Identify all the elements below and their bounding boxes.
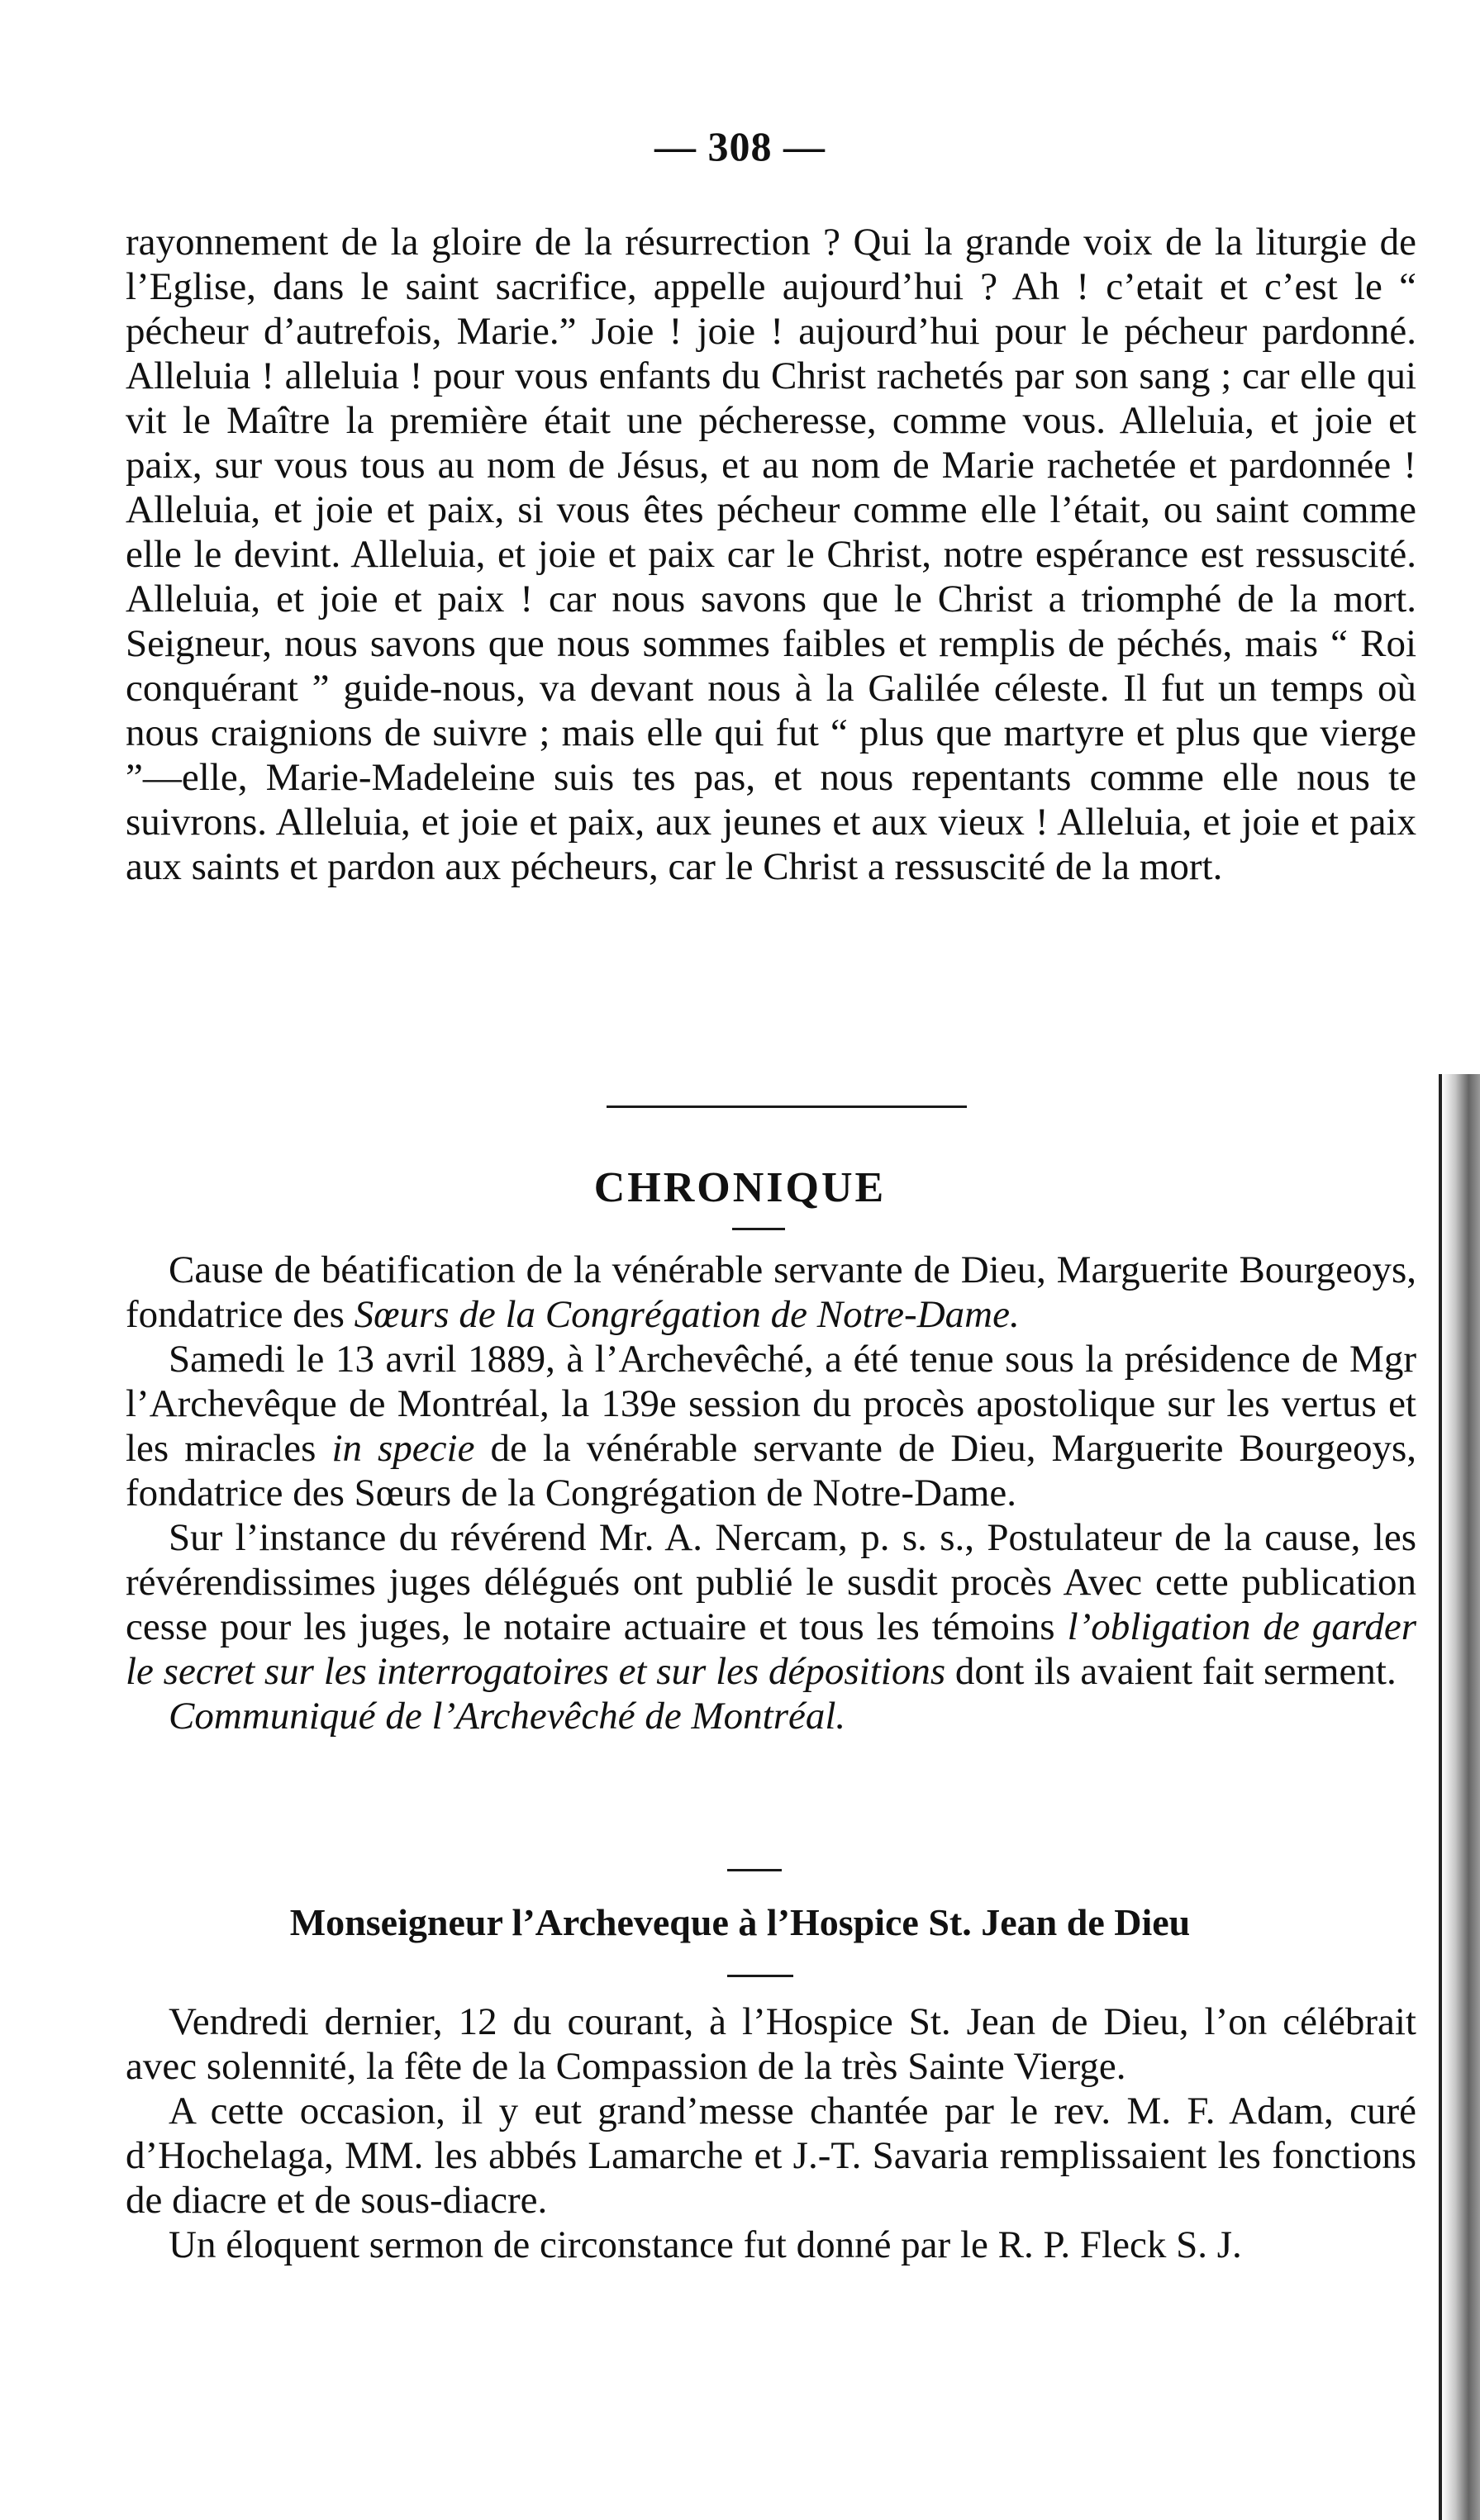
chronique-intro-lead: Cause de béatification de la vénérable servante de Dieu, Marguerite Bourgeoys, fondatrice des [126, 1248, 1416, 1336]
chronique-short-rule [732, 1228, 785, 1230]
hospice-paragraph-3: Un éloquent sermon de circonstance fut donné par le R. P. Fleck S. J. [169, 2223, 1242, 2266]
p2-italic: in specie [331, 1427, 475, 1470]
p3-tail: dont ils avaient fait serment. [945, 1650, 1397, 1693]
signature-text: Communiqué de l’Archevêché de Montréal. [169, 1695, 846, 1738]
page-edge-shadow [1442, 1074, 1480, 2520]
top-paragraph: rayonnement de la gloire de la résurrection ? Qui la grande voix de la liturgie de l’Eglise, dans le saint sacrifice, appelle aujourd’hui ? Ah ! c’etait et c’est le “ pécheur d’autrefois, Marie.” Joie ! joie ! aujourd’hui pour le pécheur pardonné. Alleluia ! alleluia ! pour vous enfants du Christ rachetés par son sang ; car elle qui vit le Maître la première était une pécheresse, comme vous. Alleluia, et joie et paix, sur vous tous au nom de Jésus, et au nom de Marie rachetée et pardonnée ! Alleluia, et joie et paix, si vous êtes pécheur comme elle l’était, ou saint comme elle le devint. Alleluia, et joie et paix car le Christ, notre espérance est ressuscité. Alleluia, et joie et paix ! car nous savons que le Christ a triomphé de la mort. Seigneur, nous savons que nous sommes faibles et remplis de péchés, mais “ Roi conquérant ” guide-nous, va devant nous à la Galilée céleste. Il fut un temps où nous craignions de suivre ; mais elle qui fut “ plus que martyre et plus que vierge ”—elle, Marie-Madeleine suis tes pas, et nous repentants comme elle nous te suivrons. Alleluia, et joie et paix, aux jeunes et aux vieux ! Alleluia, et joie et paix aux saints et pardon aux pécheurs, car le Christ a ressuscité de la mort. [126, 221, 1416, 888]
hospice-divider [727, 1869, 782, 1871]
chronique-block [126, 1248, 1416, 1738]
page-number: — 308 — [654, 123, 826, 169]
hospice-paragraph-1: Vendredi dernier, 12 du courant, à l’Hospice St. Jean de Dieu, l’on célébrait avec solennité, la fête de la Compassion de la très Sainte Vierge. [126, 2000, 1416, 2088]
section-divider [607, 1105, 967, 1108]
chronique-heading: CHRONIQUE [593, 1164, 887, 1211]
p2-lead: Samedi le 13 avril 1889, à l’Archevêché, a été tenue sous la présidence de Mgr l’Archevêque de Montréal, la 139e session du procès apostolique sur les vertus et les miracles [126, 1338, 1416, 1470]
chronique-intro-italic: Sœurs de la Congrégation de Notre-Dame. [354, 1293, 1020, 1336]
easter-text-block [126, 220, 1416, 889]
hospice-short-rule [727, 1975, 793, 1977]
p3-italic: l’obligation de garder le secret sur les interrogatoires et sur les dépositions [126, 1605, 1416, 1693]
chronique-paragraph-session [126, 1337, 1416, 1515]
p2-tail: de la vénérable servante de Dieu, Marguerite Bourgeoys, fondatrice des Sœurs de la Congrégation de Notre-Dame. [126, 1427, 1416, 1514]
chronique-signature [126, 1694, 1416, 1738]
hospice-paragraph-2: A cette occasion, il y eut grand’messe chantée par le rev. M. F. Adam, curé d’Hochelaga, MM. les abbés Lamarche et J.-T. Savaria remplissaient les fonctions de diacre et de sous-diacre. [126, 2090, 1416, 2222]
chronique-paragraph-publication [126, 1515, 1416, 1694]
chronique-intro [126, 1248, 1416, 1337]
p3-lead: Sur l’instance du révérend Mr. A. Nercam, p. s. s., Postulateur de la cause, les révérendissimes juges délégués ont publié le susdit procès Avec cette publication cesse pour les juges, le notaire actuaire et tous les témoins [126, 1516, 1416, 1648]
hospice-block [126, 1999, 1416, 2267]
hospice-heading: Monseigneur l’Archeveque à l’Hospice St. Jean de Dieu [289, 1901, 1191, 1943]
